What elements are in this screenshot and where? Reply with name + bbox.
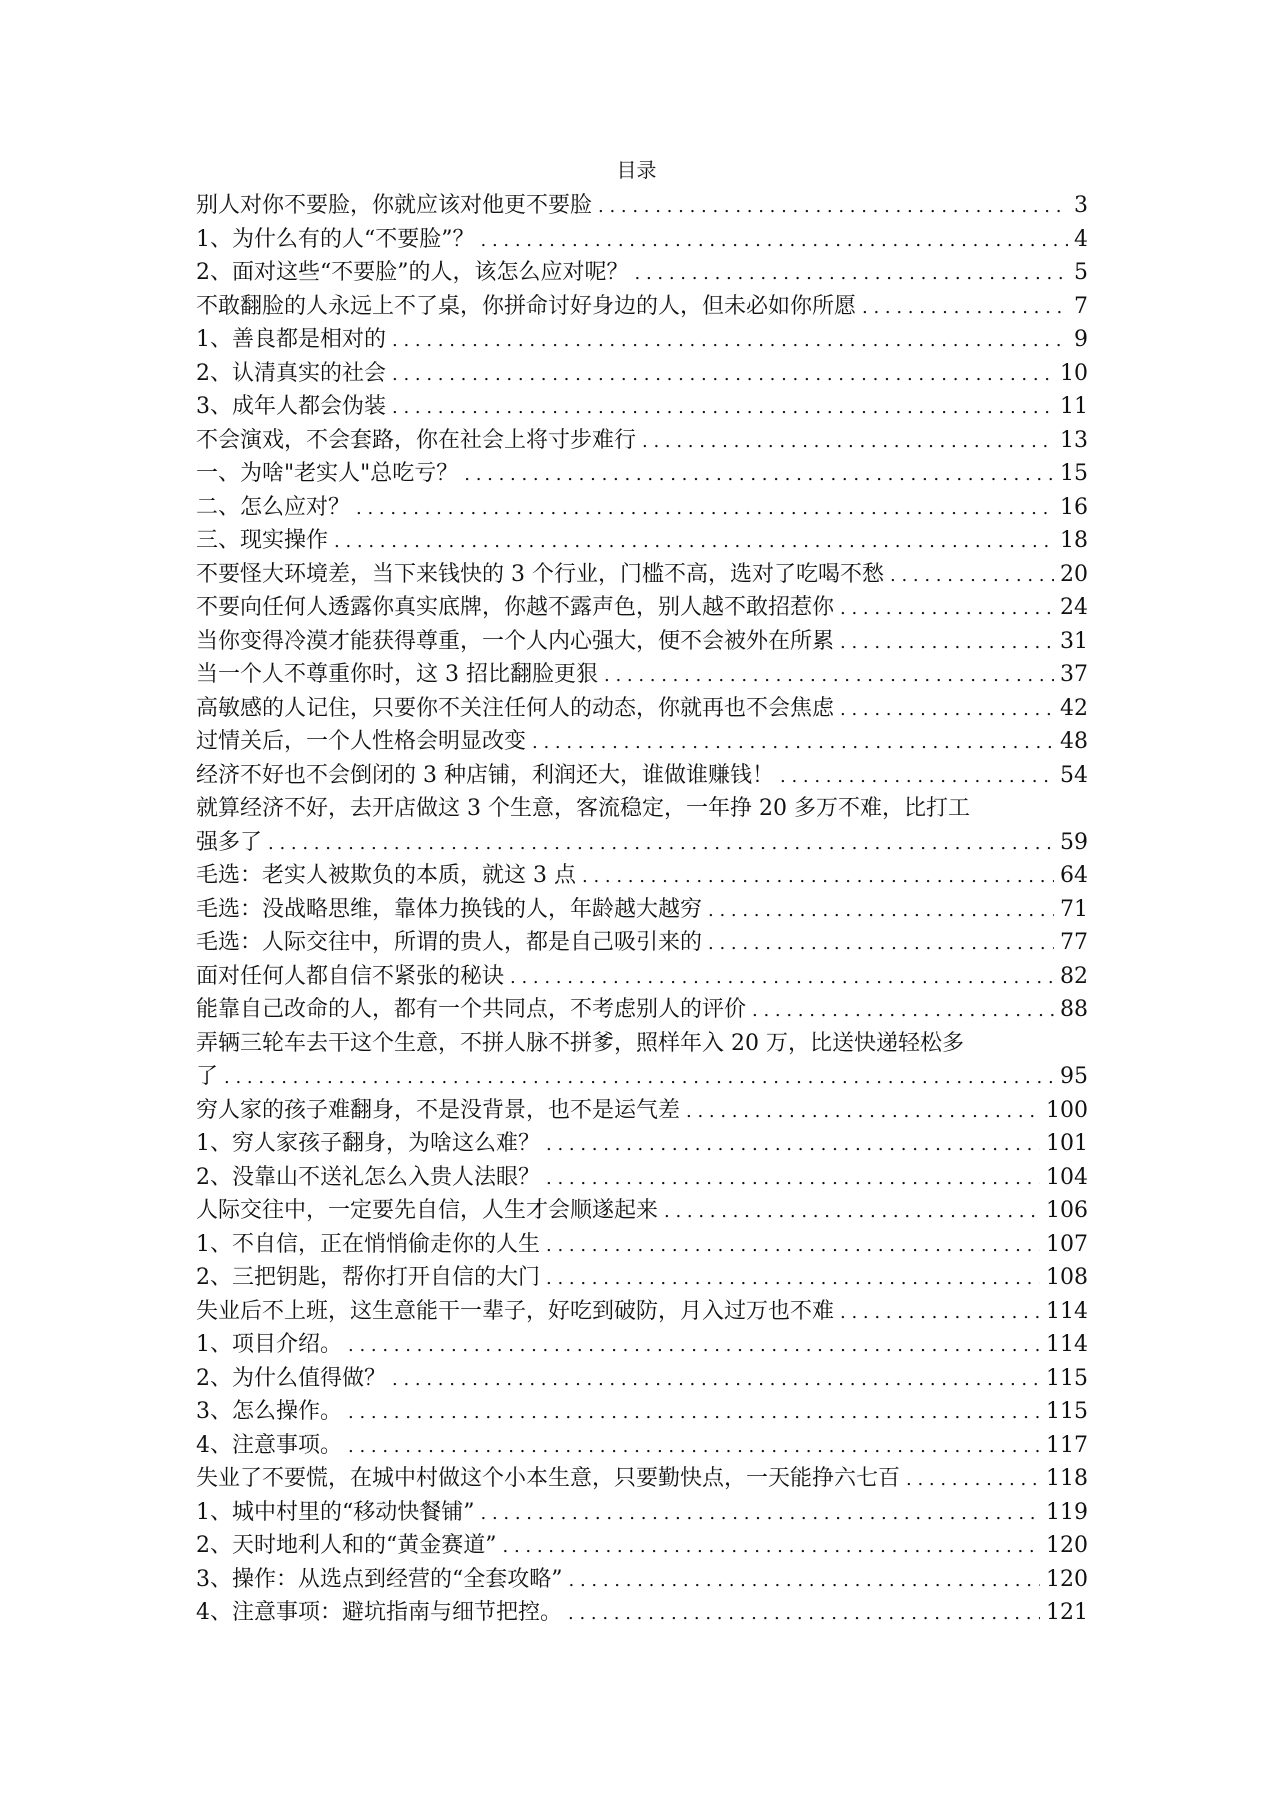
toc-list [196,189,1088,1630]
toc-entry-text: 4、注意事项：避坑指南与细节把控。 [196,1600,562,1625]
toc-entry[interactable] [196,491,1088,525]
toc-entry-text: 失业了不要慌，在城中村做这个小本生意，只要勤快点，一天能挣六七百 [196,1466,901,1491]
toc-entry[interactable] [196,692,1088,726]
toc-page-number: 118 [1046,1466,1088,1491]
toc-entry[interactable] [196,290,1088,324]
toc-entry[interactable] [196,1529,1088,1563]
dot-leader [752,994,1054,1027]
toc-page-number: 37 [1060,662,1088,687]
toc-page-number: 18 [1060,528,1088,553]
toc-entry[interactable] [196,1462,1088,1496]
dot-leader [334,525,1054,558]
toc-entry-text: 一、为啥"老实人"总吃亏？ [196,461,459,486]
toc-page-number: 77 [1060,930,1088,955]
toc-entry-text: 二、怎么应对？ [196,494,351,520]
dot-leader [392,324,1068,357]
toc-page-number: 82 [1060,963,1088,989]
toc-entry-text: 2、面对这些“不要脸”的人，该怎么应对呢？ [196,260,629,285]
toc-page-number: 10 [1060,360,1088,386]
toc-entry-text: 1、善良都是相对的 [196,327,386,352]
toc-entry-text: 1、穷人家孩子翻身，为啥这么难？ [196,1131,540,1156]
toc-entry-text: 失业后不上班，这生意能干一辈子，好吃到破防，月入过万也不难 [196,1298,835,1324]
dot-leader [582,860,1054,893]
toc-entry-line2 [196,1060,1088,1094]
toc-entry[interactable] [196,1328,1088,1362]
dot-leader [840,592,1054,625]
dot-leader [268,827,1054,860]
dot-leader [392,391,1054,424]
toc-page-number: 4 [1074,226,1088,252]
dot-leader [546,1262,1040,1295]
toc-entry-text: 不要怪大环境差，当下来钱快的 3 个行业，门槛不高，选对了吃喝不愁 [196,561,884,587]
toc-entry-text: 1、不自信，正在悄悄偷走你的人生 [196,1231,540,1257]
dot-leader [510,961,1054,994]
toc-entry-text: 别人对你不要脸，你就应该对他更不要脸 [196,193,593,218]
toc-page-number: 15 [1060,461,1088,486]
toc-entry-text: 面对任何人都自信不紧张的秘诀 [196,963,505,989]
toc-entry-text: 就算经济不好，去开店做这 3 个生意，客流稳定，一年挣 20 多万不难，比打工 [196,796,970,821]
toc-entry-text: 2、三把钥匙，帮你打开自信的大门 [196,1265,540,1290]
toc-page-number: 121 [1046,1600,1088,1625]
dot-leader [840,626,1054,659]
toc-entry[interactable] [196,1127,1088,1161]
toc-page-number: 104 [1046,1164,1088,1190]
toc-entry-text: 弄辆三轮车去干这个生意，不拼人脉不拼爹，照样年入 20 万，比送快递轻松多 [196,1030,964,1056]
toc-entry[interactable] [196,1596,1088,1630]
toc-entry-text: 毛选：老实人被欺负的本质，就这 3 点 [196,863,576,888]
toc-entry-text: 高敏感的人记住，只要你不关注任何人的动态，你就再也不会焦虑 [196,695,835,721]
toc-page-number: 13 [1060,427,1088,453]
toc-entry-text-continued: 了 [196,1064,219,1089]
toc-page-number: 3 [1074,193,1088,218]
dot-leader [635,257,1069,290]
toc-entry-text: 当一个人不尊重你时，这 3 招比翻脸更狠 [196,662,598,687]
toc-page-number: 114 [1046,1298,1088,1324]
toc-page-number: 9 [1074,327,1088,352]
dot-leader [890,559,1054,592]
toc-entry[interactable] [196,357,1088,391]
toc-page-number: 48 [1060,729,1088,754]
toc-entry[interactable] [196,424,1088,458]
toc-entry-text: 过情关后，一个人性格会明显改变 [196,729,527,754]
toc-entry[interactable] [196,223,1088,257]
dot-leader [224,1061,1054,1094]
dot-leader [862,291,1068,324]
dot-leader [392,358,1054,391]
dot-leader [532,726,1054,759]
toc-entry[interactable] [196,1161,1088,1195]
toc-entry[interactable] [196,1429,1088,1463]
dot-leader [642,425,1054,458]
toc-title: 目录 [616,158,657,182]
toc-page-number: 71 [1060,896,1088,922]
dot-leader [598,190,1068,223]
toc-page-number: 106 [1046,1198,1088,1223]
dot-leader [568,1597,1040,1630]
toc-entry[interactable] [196,1228,1088,1262]
toc-entry-text: 2、天时地利人和的“黄金赛道” [196,1533,497,1558]
dot-leader [481,224,1069,257]
toc-entry-text: 毛选：人际交往中，所谓的贵人，都是自己吸引来的 [196,930,703,955]
toc-entry[interactable] [196,859,1088,893]
toc-entry-text: 不要向任何人透露你真实底牌，你越不露声色，别人越不敢招惹你 [196,595,835,620]
toc-page-number: 54 [1060,762,1088,788]
dot-leader [840,693,1054,726]
toc-entry[interactable] [196,189,1088,223]
toc-entry[interactable] [196,1563,1088,1597]
toc-page-number: 101 [1046,1131,1088,1156]
toc-entry-text: 2、没靠山不送礼怎么入贵人法眼？ [196,1164,540,1190]
toc-entry-text: 三、现实操作 [196,528,329,553]
toc-page-number: 24 [1060,595,1088,620]
toc-entry[interactable] [196,1295,1088,1329]
toc-page-number: 120 [1046,1533,1088,1558]
toc-page-number: 16 [1060,494,1088,520]
toc-entry-text: 毛选：没战略思维，靠体力换钱的人，年龄越大越穷 [196,896,703,922]
dot-leader [780,760,1054,793]
toc-entry[interactable] [196,893,1088,927]
dot-leader [664,1195,1040,1228]
toc-entry[interactable] [196,256,1088,290]
toc-page-number: 115 [1046,1365,1088,1391]
toc-entry-text: 不敢翻脸的人永远上不了桌，你拼命讨好身边的人，但未必如你所愿 [196,293,857,319]
toc-entry[interactable] [196,1395,1088,1429]
toc-page-number: 20 [1060,561,1088,587]
dot-leader [708,894,1054,927]
toc-page-number: 5 [1074,260,1088,285]
toc-page-number: 119 [1046,1499,1088,1525]
toc-entry[interactable] [196,1362,1088,1396]
toc-entry-text: 1、为什么有的人“不要脸”？ [196,226,475,252]
toc-entry[interactable] [196,926,1088,960]
toc-entry[interactable] [196,591,1088,625]
toc-entry-text: 1、城中村里的“移动快餐铺” [196,1499,475,1525]
toc-entry-text: 经济不好也不会倒闭的 3 种店铺，利润还大，谁做谁赚钱！ [196,762,774,788]
toc-entry[interactable] [196,759,1088,793]
dot-leader [546,1229,1040,1262]
dot-leader [708,927,1054,960]
dot-leader [503,1530,1041,1563]
dot-leader [604,659,1054,692]
toc-entry[interactable] [196,524,1088,558]
toc-entry[interactable] [196,1094,1088,1128]
toc-entry-text: 人际交往中，一定要先自信，人生才会顺遂起来 [196,1198,659,1223]
dot-leader [348,1396,1040,1429]
toc-page-number: 100 [1046,1097,1088,1123]
toc-page-number: 59 [1060,829,1088,855]
dot-leader [392,1363,1040,1396]
toc-page-number: 115 [1046,1399,1088,1424]
toc-entry[interactable] [196,323,1088,357]
toc-page-number: 114 [1046,1332,1088,1357]
dot-leader [481,1497,1041,1530]
toc-page-number: 107 [1046,1231,1088,1257]
toc-entry[interactable] [196,390,1088,424]
dot-leader [464,458,1054,491]
toc-page-number: 64 [1060,863,1088,888]
dot-leader [569,1564,1041,1597]
toc-entry[interactable] [196,792,1088,859]
toc-entry-text-continued: 强多了 [196,829,263,855]
toc-page-number: 7 [1074,293,1088,319]
toc-entry-text: 当你变得冷漠才能获得尊重，一个人内心强大，便不会被外在所累 [196,628,835,654]
toc-entry-text: 能靠自己改命的人，都有一个共同点，不考虑别人的评价 [196,997,747,1022]
dot-leader [546,1162,1040,1195]
toc-entry[interactable] [196,1194,1088,1228]
toc-page-number: 108 [1046,1265,1088,1290]
toc-entry[interactable] [196,457,1088,491]
toc-page-number: 88 [1060,997,1088,1022]
toc-page-number: 120 [1046,1566,1088,1592]
toc-entry-text: 4、注意事项。 [196,1432,342,1458]
toc-entry[interactable] [196,993,1088,1027]
toc-entry-text: 2、为什么值得做？ [196,1365,386,1391]
toc-entry[interactable] [196,1496,1088,1530]
dot-leader [348,1329,1040,1362]
toc-page-number: 42 [1060,695,1088,721]
dot-leader [840,1296,1040,1329]
toc-entry[interactable] [196,658,1088,692]
toc-entry[interactable] [196,1261,1088,1295]
toc-entry[interactable] [196,625,1088,659]
dot-leader [906,1463,1040,1496]
dot-leader [356,492,1054,525]
toc-entry-text: 穷人家的孩子难翻身，不是没背景，也不是运气差 [196,1097,681,1123]
toc-entry-text: 3、怎么操作。 [196,1399,342,1424]
toc-page-number: 11 [1060,394,1088,419]
dot-leader [546,1128,1040,1161]
toc-entry-line2 [196,826,1088,860]
toc-entry[interactable] [196,960,1088,994]
toc-entry-text: 2、认清真实的社会 [196,360,386,386]
toc-entry-text: 不会演戏，不会套路，你在社会上将寸步难行 [196,427,637,453]
dot-leader [348,1430,1040,1463]
toc-page-number: 31 [1060,628,1088,654]
toc-entry[interactable] [196,1027,1088,1094]
toc-entry-text: 3、成年人都会伪装 [196,394,386,419]
toc-entry-text: 1、项目介绍。 [196,1332,342,1357]
toc-page-number: 117 [1046,1432,1088,1458]
dot-leader [686,1095,1040,1128]
toc-entry[interactable] [196,558,1088,592]
toc-entry-text: 3、操作：从选点到经营的“全套攻略” [196,1566,563,1592]
toc-page-number: 95 [1060,1064,1088,1089]
toc-entry[interactable] [196,725,1088,759]
